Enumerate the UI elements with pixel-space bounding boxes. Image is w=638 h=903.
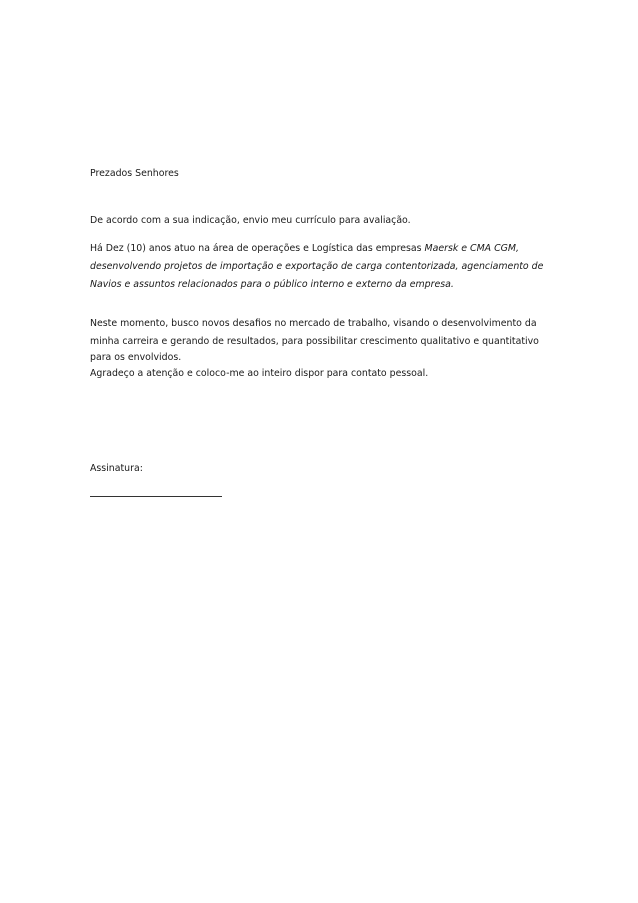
paragraph-goals-line-3: para os envolvidos. <box>90 352 182 363</box>
paragraph-experience-line-3: Navios e assuntos relacionados para o público interno e externo da empresa. <box>90 279 454 290</box>
signature-label: Assinatura: <box>90 463 143 474</box>
paragraph-experience-line-2: desenvolvendo projetos de importação e exportação de carga contentorizada, agenciamento de <box>90 261 544 272</box>
company-names: Maersk e CMA CGM, <box>424 243 519 254</box>
paragraph-experience-line-1 <box>90 242 519 255</box>
paragraph-goals-line-2: minha carreira e gerando de resultados, para possibilitar crescimento qualitativo e quantitativo <box>90 336 539 347</box>
experience-text: Há Dez (10) anos atuo na área de operações e Logística das empresas <box>90 243 425 254</box>
signature-line <box>90 496 222 497</box>
paragraph-goals-line-1: Neste momento, busco novos desafios no mercado de trabalho, visando o desenvolvimento da <box>90 318 537 329</box>
paragraph-closing: Agradeço a atenção e coloco-me ao inteiro dispor para contato pessoal. <box>90 368 429 379</box>
greeting: Prezados Senhores <box>90 168 179 179</box>
paragraph-intro: De acordo com a sua indicação, envio meu currículo para avaliação. <box>90 215 411 226</box>
